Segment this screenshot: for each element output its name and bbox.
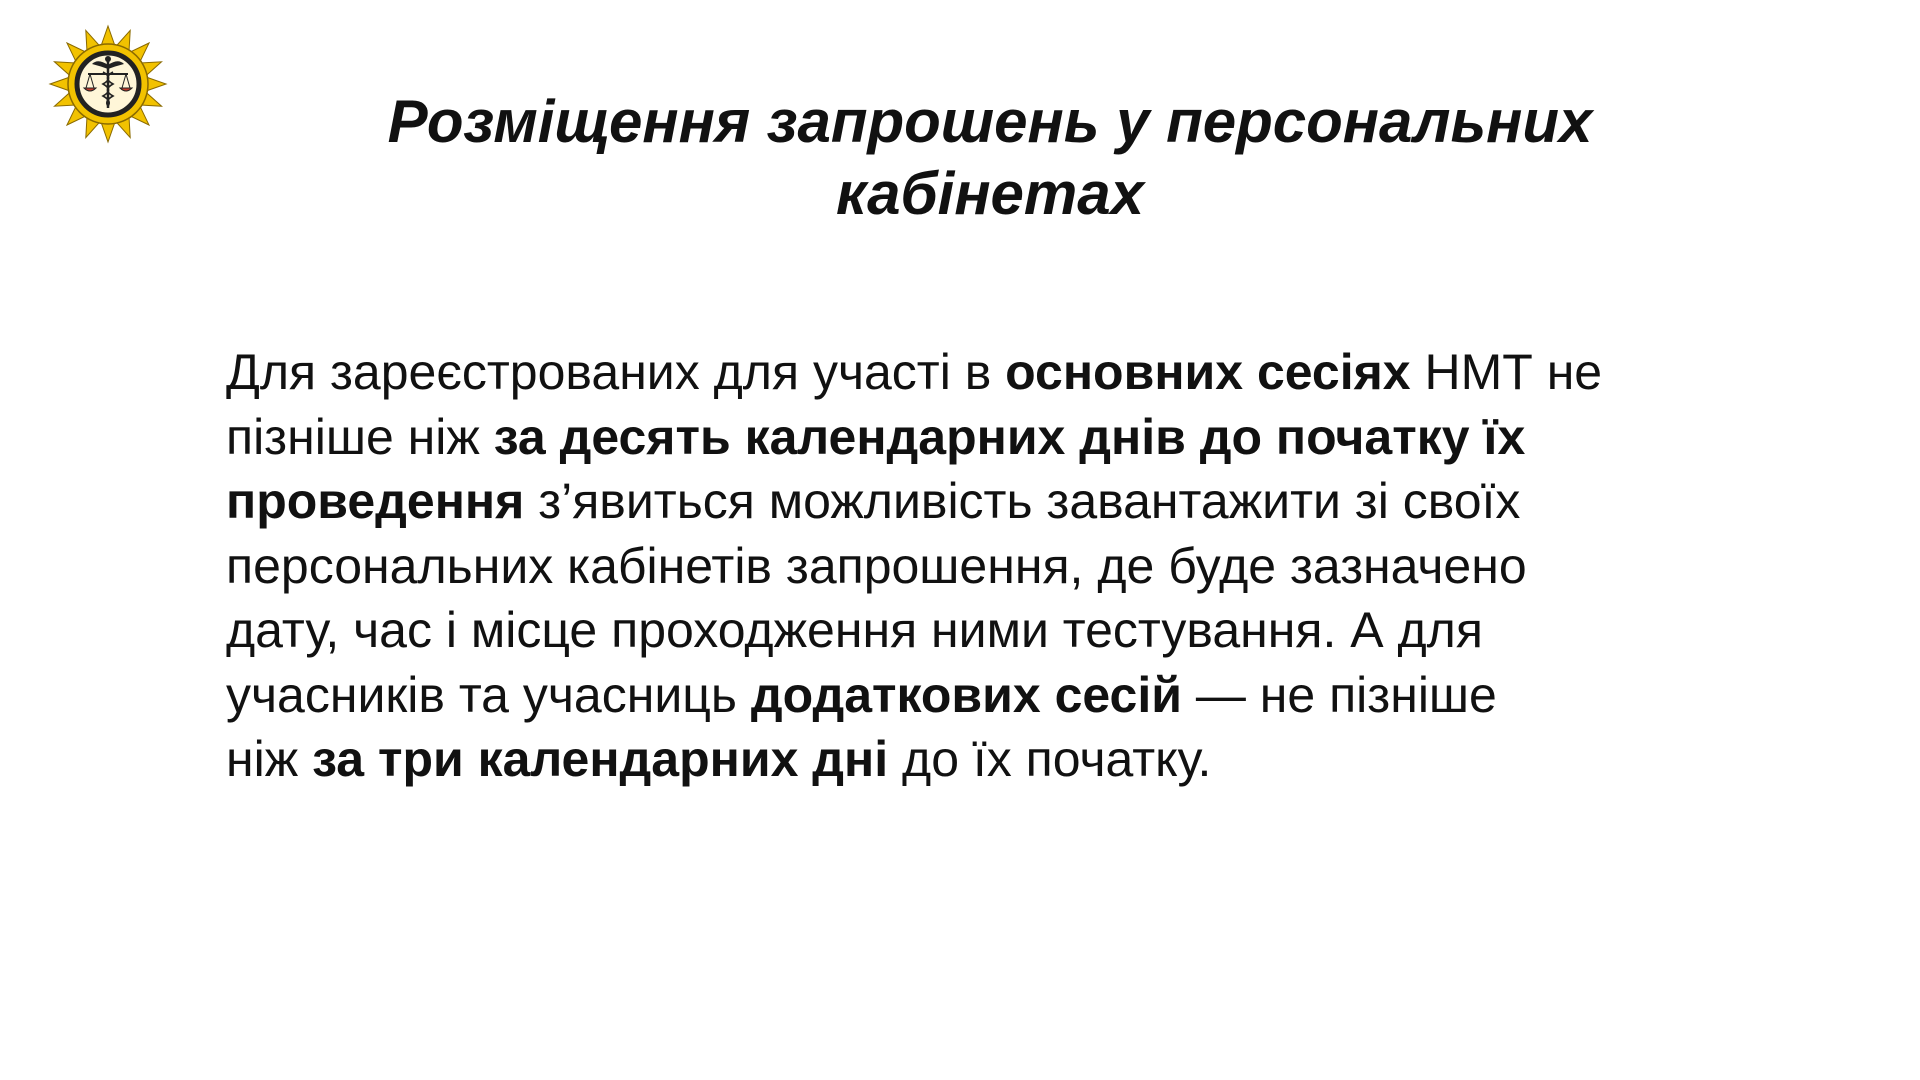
- body-text-run: персональних кабінетів запрошення, де буде зазначено: [226, 537, 1527, 594]
- slide-title-line2: кабінетах: [835, 160, 1145, 227]
- body-line-5: [226, 602, 1483, 658]
- body-bold-run: основних сесіях: [1005, 344, 1411, 400]
- body-text-run: ніж: [226, 731, 313, 787]
- body-bold-run: проведення: [226, 473, 525, 529]
- body-text-run: учасників та учасниць: [226, 666, 751, 723]
- body-line-2: [226, 409, 1525, 465]
- body-line-4: [226, 538, 1527, 594]
- body-text-run: — не пізніше: [1182, 666, 1497, 723]
- body-line-1: [226, 344, 1602, 400]
- body-line-6: [226, 667, 1497, 723]
- body-text-run: дату, час і місце проходження ними тестування. А для: [226, 602, 1483, 658]
- slide-title: [300, 86, 1680, 230]
- body-text-run: Для зареєстрованих для участі в: [226, 344, 1006, 400]
- logo-emblem-icon: [48, 24, 168, 144]
- body-line-7: [226, 731, 1211, 787]
- slide-body-text: [226, 340, 1766, 792]
- body-line-3: [226, 473, 1520, 529]
- body-text-run: з’явиться можливість завантажити зі своїх: [524, 473, 1521, 529]
- body-bold-run: за десять календарних днів до початку їх: [493, 408, 1526, 465]
- body-text-run: до їх початку.: [888, 731, 1212, 787]
- body-bold-run: додаткових сесій: [750, 666, 1182, 723]
- body-text-run: НМТ не: [1410, 344, 1603, 400]
- body-bold-run: за три календарних дні: [312, 731, 889, 787]
- body-text-run: пізніше ніж: [226, 408, 494, 465]
- slide-title-line1: Розміщення запрошень у персональних: [387, 88, 1593, 155]
